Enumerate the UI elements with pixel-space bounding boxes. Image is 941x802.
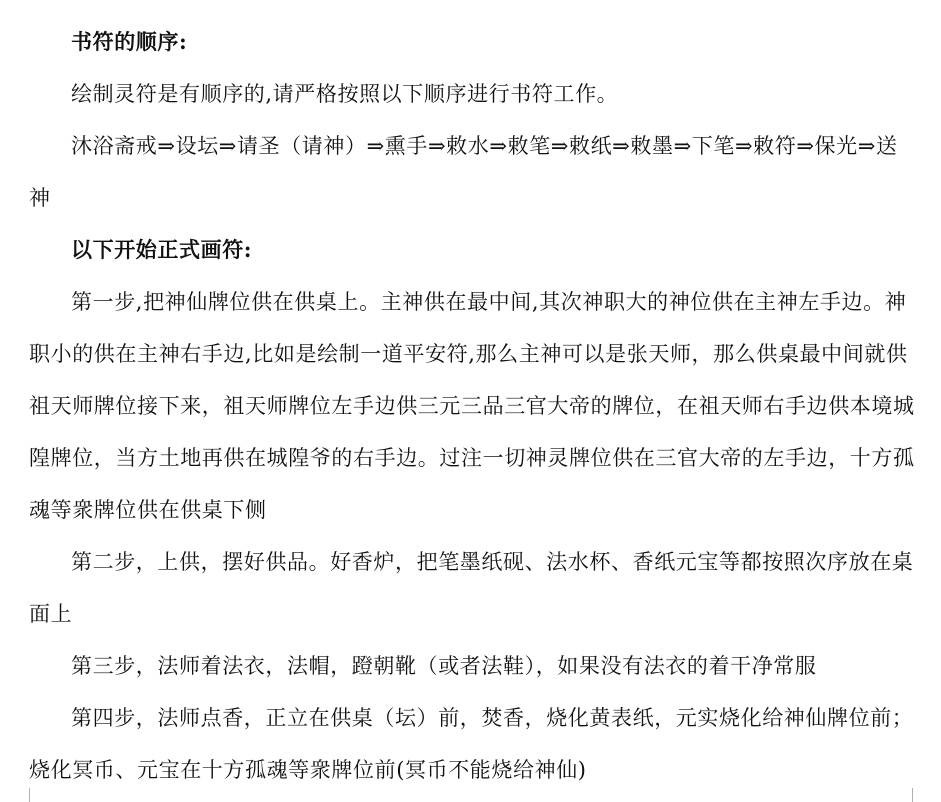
document-body (29, 16, 917, 796)
paragraph-step-1: 第一步,把神仙牌位供在供桌上。主神供在最中间,其次神职大的神位供在主神左手边。神职小的供在主神右手边,比如是绘制一道平安符,那么主神可以是张天师，那么供桌最中间就供祖天师牌位接下来，祖天师牌位左手边供三元三品三官大帝的牌位，在祖天师右手边供本境城隍牌位，当方土地再供在城隍爷的右手边。过注一切神灵牌位供在三官大帝的左手边，十方孤魂等衆牌位供在供桌下侧 (29, 290, 915, 522)
paragraph-step-4: 第四步，法师点香，正立在供桌（坛）前，焚香，烧化黄表纸，元实烧化给神仙牌位前；烧化冥币、元宝在十方孤魂等衆牌位前(冥币不能烧给神仙) (29, 706, 914, 782)
paragraph-intro: 绘制灵符是有顺序的,请严格按照以下顺序进行书符工作。 (71, 82, 619, 106)
paragraph-step-2: 第二步，上供，摆好供品。好香炉，把笔墨纸砚、法水杯、香纸元宝等都按照次序放在桌面上 (29, 550, 914, 626)
heading-writing-order: 书符的顺序: (71, 29, 188, 54)
paragraph-step-3: 第三步，法师着法衣，法帽，蹬朝靴（或者法鞋），如果没有法衣的着干净常服 (71, 654, 817, 678)
heading-begin-drawing: 以下开始正式画符: (71, 237, 253, 262)
page-corner-mark-left (17, 788, 30, 802)
page-corner-mark-right (912, 788, 925, 802)
paragraph-sequence: 沐浴斋戒⇒设坛⇒请圣（请神）⇒熏手⇒敕水⇒敕笔⇒敕纸⇒敕墨⇒下笔⇒敕符⇒保光⇒送神 (29, 134, 898, 210)
